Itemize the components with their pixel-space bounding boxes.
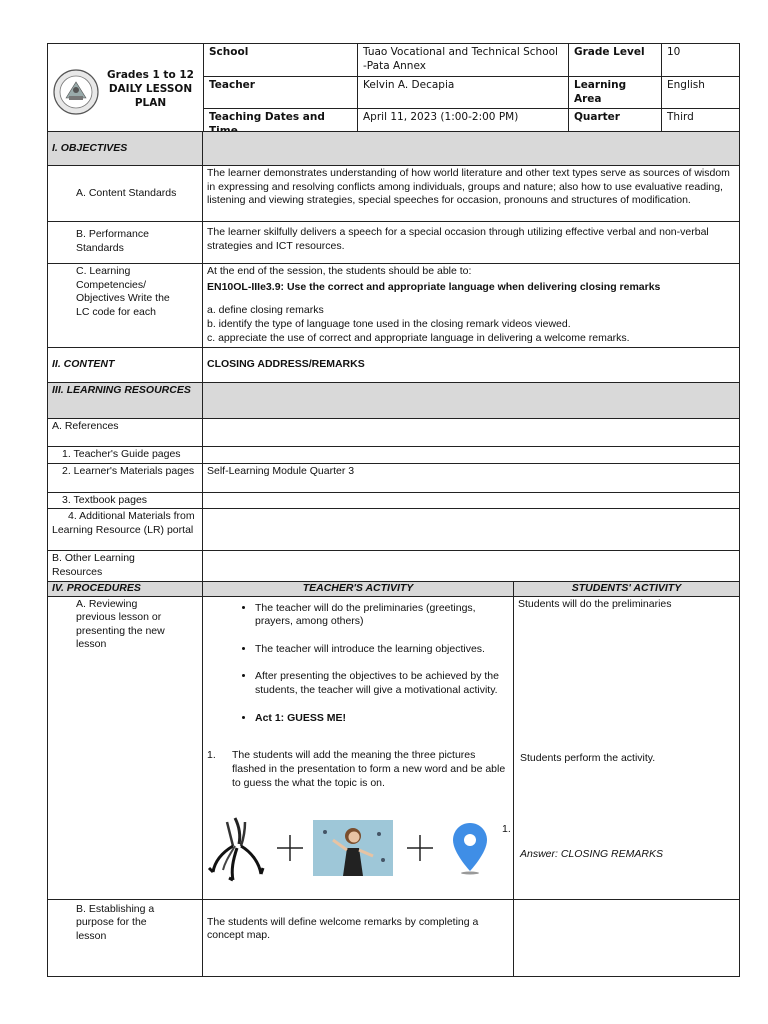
competencies-code: EN10OL-IIIe3.9: Use the correct and appropriate language when delivering closing remarks	[207, 280, 661, 293]
procedures-heading: IV. PROCEDURES	[48, 581, 203, 596]
resources-heading-row	[48, 383, 740, 419]
textbook-row	[48, 492, 740, 509]
school-label: School	[204, 44, 358, 77]
learners-materials-label: 2. Learner's Materials pages	[62, 464, 195, 477]
objectives-heading: I. OBJECTIVES	[48, 132, 203, 166]
list-item: • After presenting the objectives to be achieved by the students, the teacher will give a motivational activity.	[255, 670, 509, 697]
learning-area-label: Learning Area	[569, 77, 662, 109]
references-label: A. References	[48, 419, 203, 447]
performance-standards-text: The learner skilfully delivers a speech for a special occasion through utilizing effective verbal and non-verbal strategies and ICT resources.	[203, 222, 740, 264]
dates-label: Teaching Dates and	[204, 109, 358, 141]
other-label: B. Other Learning Resources	[52, 552, 135, 578]
students-activity-heading: STUDENTS' ACTIVITY	[514, 581, 740, 596]
claw-icon	[205, 812, 267, 884]
procedure-a-row	[48, 596, 740, 899]
additional-label: 4. Additional Materials from Learning Resource (LR) portal	[52, 510, 195, 536]
performance-standards-row	[48, 222, 740, 264]
quarter-value: Third	[662, 109, 740, 141]
learners-materials-value: Self-Learning Module Quarter 3	[203, 463, 740, 492]
item-text: The students will add the meaning the three pictures flashed in the presentation to form a new word and be able to guess the what the topic is on.	[232, 749, 506, 789]
competencies-row	[48, 264, 740, 348]
deped-seal-icon	[52, 68, 100, 116]
procedure-a-label: A. Reviewing previous lesson or presenting the new lesson	[76, 597, 165, 651]
performance-standards-label: B. Performance Standards	[76, 228, 149, 254]
procedure-a-teacher-cell	[203, 596, 514, 899]
grade-level-value: 10	[662, 44, 740, 77]
resources-heading: III. LEARNING RESOURCES	[48, 383, 203, 419]
plan-title: Grades 1 to 12 DAILY LESSON PLAN	[107, 69, 194, 110]
competencies-a: a. define closing remarks	[207, 304, 324, 317]
learners-materials-row	[48, 463, 740, 492]
item-number: 1.	[207, 749, 216, 762]
teachers-guide-label: 1. Teacher's Guide pages	[48, 447, 203, 464]
students-number: 1.	[502, 822, 511, 835]
content-standards-text: The learner demonstrates understanding of how world literature and other text types serve as sources of wisdom in expressing and resolving conflicts among individuals, groups and nature; also how to use evaluative reading, listening and viewing strategies, special speeches for occasion, pronouns and structures of modification.	[203, 166, 740, 222]
students-perform: Students perform the activity.	[520, 751, 656, 764]
content-value: CLOSING ADDRESS/REMARKS	[203, 348, 740, 383]
quarter-label: Quarter	[569, 109, 662, 141]
teacher-activity-heading: TEACHER'S ACTIVITY	[203, 581, 514, 596]
grade-level-label: Grade Level	[569, 44, 662, 77]
rebus-pictures	[205, 812, 509, 884]
competencies-intro: At the end of the session, the students should be able to:	[207, 265, 472, 277]
procedures-heading-row	[48, 581, 740, 596]
teachers-guide-row	[48, 447, 740, 464]
content-heading: II. CONTENT	[48, 348, 203, 383]
list-item: • The teacher will do the preliminaries (greetings, prayers, among others)	[255, 602, 509, 629]
content-standards-row	[48, 166, 740, 222]
textbook-label: 3. Textbook pages	[48, 492, 203, 509]
procedure-a-numbered-item	[207, 749, 509, 790]
dates-value: April 11, 2023 (1:00-2:00 PM)	[358, 109, 569, 141]
teacher-label: Teacher	[204, 77, 358, 109]
procedure-a-bullets	[207, 602, 509, 726]
objectives-heading-row	[48, 132, 740, 166]
content-standards-label: A. Content Standards	[48, 166, 203, 222]
competencies-c: c. appreciate the use of correct and appropriate language in delivering a welcome remarks.	[207, 331, 630, 344]
procedure-b-teacher: The students will define welcome remarks by completing a concept map.	[203, 899, 514, 976]
plus-icon	[403, 831, 437, 865]
students-preliminaries: Students will do the preliminaries	[518, 597, 672, 610]
plus-icon	[273, 831, 307, 865]
competencies-label: C. Learning Competencies/ Objectives Write the LC code for each	[76, 265, 170, 318]
teacher-value: Kelvin A. Decapia	[358, 77, 569, 109]
location-pin-icon	[451, 821, 489, 875]
school-value: Tuao Vocational and Technical School -Pata Annex	[358, 44, 569, 77]
procedure-b-row	[48, 899, 740, 976]
learning-area-value: English	[662, 77, 740, 109]
additional-materials-row	[48, 509, 740, 551]
header-table	[47, 43, 740, 142]
competencies-b: b. identify the type of language tone used in the closing remark videos viewed.	[207, 317, 571, 330]
lesson-plan-table	[47, 131, 740, 977]
references-row	[48, 419, 740, 447]
singer-picture-icon	[313, 820, 393, 876]
procedure-b-label: B. Establishing a purpose for the lesson	[76, 902, 155, 942]
list-item: • Act 1: GUESS ME!	[255, 712, 509, 726]
students-answer: Answer: CLOSING REMARKS	[520, 847, 663, 860]
list-item: • The teacher will introduce the learning objectives.	[255, 643, 509, 657]
logo-title-cell	[48, 44, 204, 142]
content-row	[48, 348, 740, 383]
other-resources-row	[48, 551, 740, 581]
procedure-a-students-cell	[502, 596, 740, 899]
